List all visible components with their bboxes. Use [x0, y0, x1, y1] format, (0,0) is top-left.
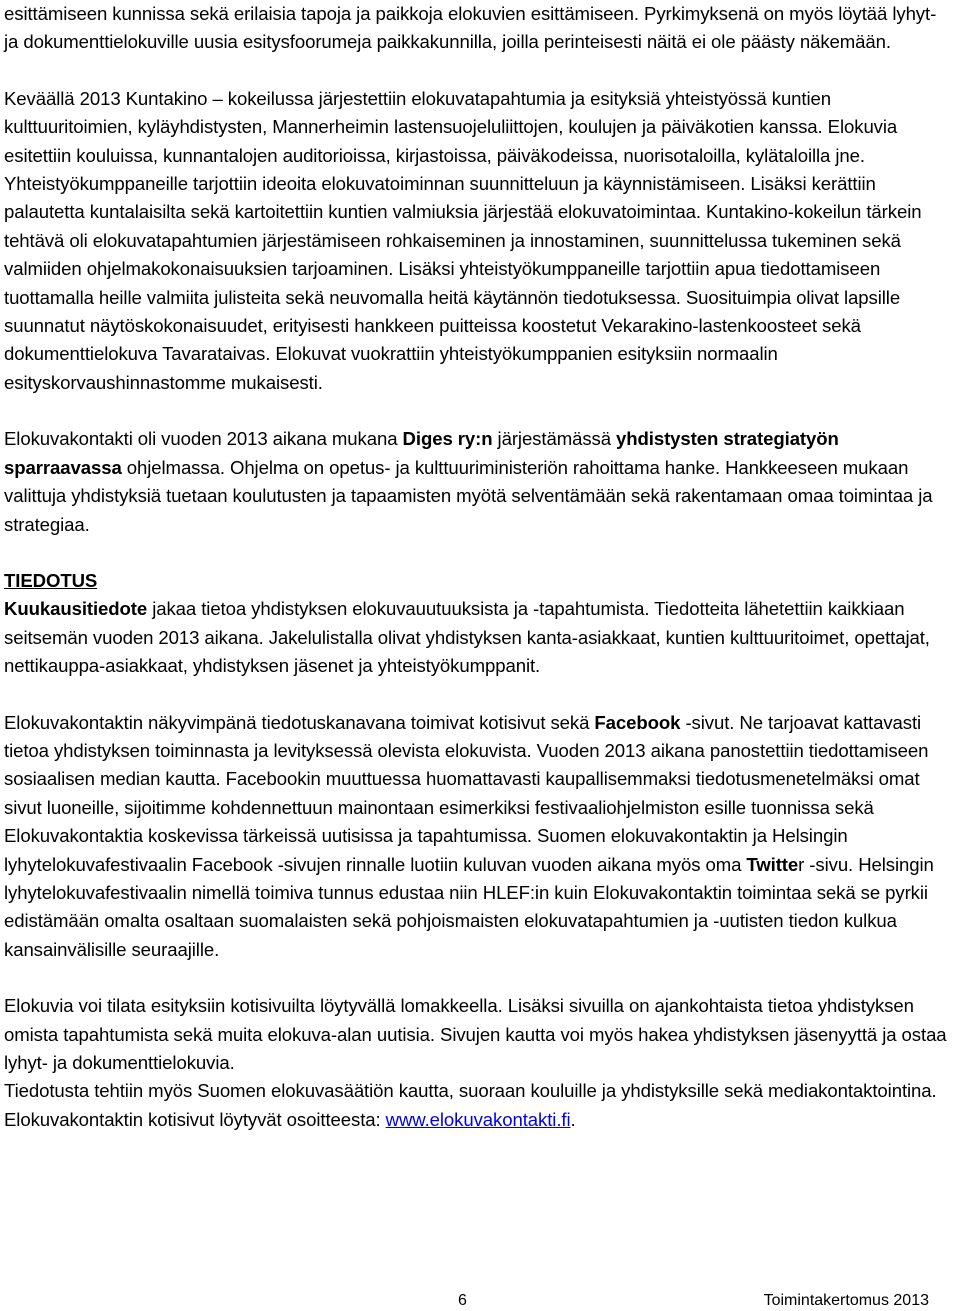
- website-link[interactable]: www.elokuvakontakti.fi: [385, 1108, 571, 1130]
- document-page: [4, 0, 950, 1134]
- text-run: Elokuvakontaktin näkyvimpänä tiedotuskanavana toimivat kotisivut sekä: [4, 711, 595, 733]
- text-run: jakaa tietoa yhdistyksen elokuvauutuuksista ja -tapahtumista. Tiedotteita lähetettiin kaikkiaan seitsemän vuoden 2013 aikana. Jakelulistalla olivat yhdistyksen kanta-asiakkaat, kuntien kulttuuritoimet, opettajat, nettikauppa-asiakkaat, yhdistyksen jäsenet ja yhteistyökumppanit.: [4, 598, 930, 677]
- bold-text-kuukausitiedote: Kuukausitiedote: [4, 598, 148, 620]
- paragraph-gap: [4, 397, 950, 425]
- footer-page-number: 6: [458, 1292, 467, 1309]
- paragraph-kuukausitiedote: [4, 595, 950, 680]
- text-run: Elokuvakontakti oli vuoden 2013 aikana mukana: [4, 428, 403, 450]
- paragraph-diges: [4, 425, 950, 539]
- bold-text-facebook: Facebook: [594, 711, 681, 733]
- section-heading-tiedotus: TIEDOTUS: [4, 569, 98, 591]
- paragraph-social-media: [4, 709, 950, 965]
- text-run: .: [570, 1108, 576, 1130]
- paragraph-gap: [4, 539, 950, 567]
- text-run: järjestämässä: [492, 428, 617, 450]
- paragraph-ordering: Elokuvia voi tilata esityksiin kotisivuilta löytyvällä lomakkeella. Lisäksi sivuilla on ajankohtaista tietoa yhdistyksen omista tapahtumista sekä muita elokuva-alan uutisia. Sivujen kautta voi myös hakea yhdistyksen jäsenyyttä ja ostaa lyhyt- ja dokumenttielokuvia.: [4, 995, 947, 1073]
- text-run: ohjelmassa. Ohjelma on opetus- ja kulttuuriministeriön rahoittama hanke. Hankkeeseen mukaan valittuja yhdistyksiä tuetaan koulutusten ja tapaamisten myötä selventämään sekä rakentamaan omaa toimintaa ja strategiaa.: [4, 456, 933, 535]
- bold-text-strategy: yhdistysten strategiatyön sparraavassa: [4, 428, 839, 478]
- paragraph-gap: [4, 57, 950, 85]
- bold-text-diges: Diges ry:n: [402, 428, 493, 450]
- text-run: Tiedotusta tehtiin myös Suomen elokuvasäätiön kautta, suoraan kouluille ja yhdistyksille sekä mediakontaktointina. Elokuvakontaktin kotisivut löytyvät osoitteesta:: [4, 1080, 937, 1130]
- paragraph-website: [4, 1077, 950, 1134]
- bold-text-twitter: Twitte: [746, 853, 799, 875]
- paragraph-intro-continuation: esittämiseen kunnissa sekä erilaisia tapoja ja paikkoja elokuvien esittämiseen. Pyrkimyksenä on myös löytää lyhyt- ja dokumenttielokuville uusia esitysfoorumeja paikkakunnilla, joilla perinteisesti näitä ei ole päästy näkemään.: [4, 3, 937, 53]
- text-run: -sivut. Ne tarjoavat kattavasti tietoa yhdistyksen toiminnasta ja levityksessä olevista elokuvista. Vuoden 2013 aikana panostettiin tiedottamiseen sosiaalisen median kautta. Facebookin muuttuessa huomattavasti kaupallisemmaksi tiedotusmenetelmäksi omat sivut luoneille, sijoitimme kohdennettuun mainontaan esimerkiksi festivaaliohjelmiston esille tuonnissa sekä Elokuvakontaktia koskevissa tärkeissä uutisissa ja tapahtumissa. Suomen elokuvakontaktin ja Helsingin lyhytelokuvafestivaalin Facebook -sivujen rinnalle luotiin kuluvan vuoden aikana myös oma: [4, 711, 929, 875]
- paragraph-kuntakino: Keväällä 2013 Kuntakino – kokeilussa järjestettiin elokuvatapahtumia ja esityksiä yhteistyössä kuntien kulttuuritoimien, kyläyhdistysten, Mannerheimin lastensuojeluliittojen, koulujen ja päiväkotien kanssa. Elokuvia esitettiin kouluissa, kunnantalojen auditorioissa, kirjastoissa, päiväkodeissa, nuorisotaloilla, kylätaloilla jne. Yhteistyökumppaneille tarjottiin ideoita elokuvatoiminnan suunnitteluun ja käynnistämiseen. Lisäksi kerättiin palautetta kuntalaisilta sekä kartoitettiin kuntien valmiuksia järjestää elokuvatoimintaa. Kuntakino-kokeilun tärkein tehtävä oli elokuvatapahtumien järjestämiseen rohkaiseminen ja innostaminen, suunnittelussa tukeminen sekä valmiiden ohjelmakokonaisuuksien tarjoaminen. Lisäksi yhteistyökumppaneille tarjottiin apua tiedottamiseen tuottamalla heille valmiita julisteita sekä neuvomalla heitä käytännön tiedotuksessa. Suosituimpia olivat lapsille suunnatut näytöskokonaisuudet, erityisesti hankkeen puitteissa koostetut Vekarakino-lastenkoosteet sekä dokumenttielokuva Tavarataivas. Elokuvat vuokrattiin yhteistyökumppanien esityksiin normaalin esityskorvaushinnastomme mukaisesti.: [4, 87, 922, 393]
- paragraph-gap: [4, 681, 950, 709]
- footer-document-title: Toimintakertomus 2013: [763, 1292, 929, 1309]
- text-run: r -sivu. Helsingin lyhytelokuvafestivaalin nimellä toimiva tunnus edustaa niin HLEF:in kuin Elokuvakontaktin toimintaa sekä se pyrkii edistämään omalta osaltaan suomalaisten sekä pohjoismaisten elokuvatapahtumien ja -uutisten tiedon kulkua kansainvälisille seuraajille.: [4, 853, 934, 960]
- paragraph-gap: [4, 964, 950, 992]
